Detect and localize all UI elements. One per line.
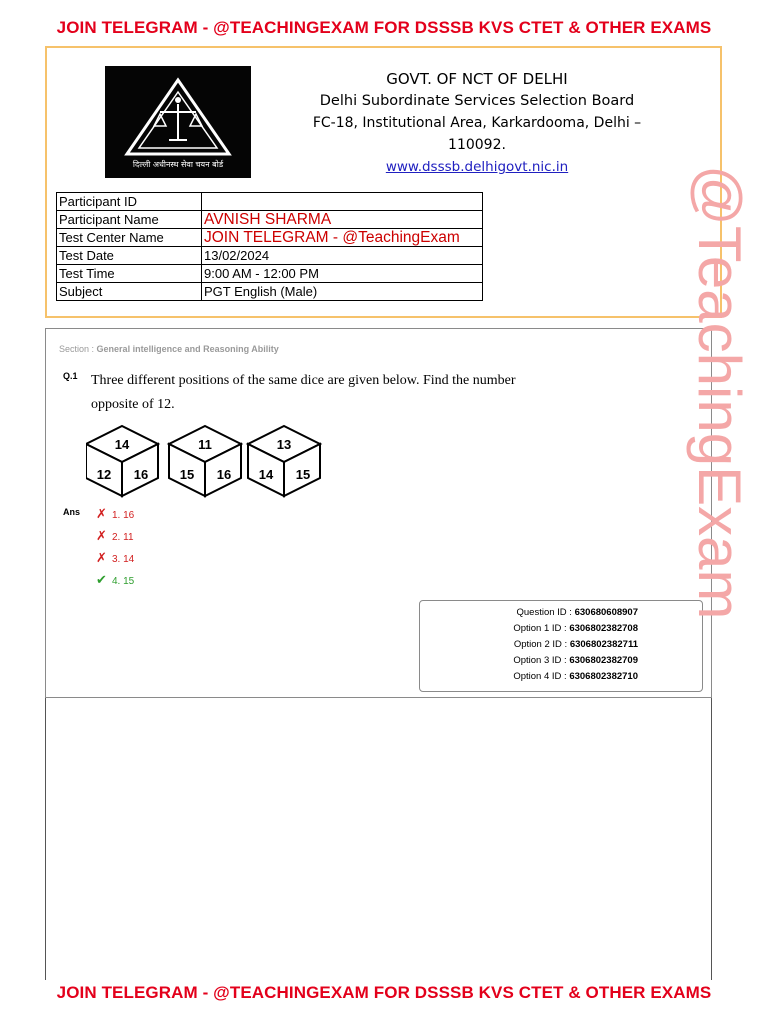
- info-row: [57, 211, 483, 229]
- cross-icon: ✗: [96, 550, 107, 565]
- org-website-link[interactable]: www.dsssb.delhigovt.nic.in: [385, 159, 569, 175]
- info-key: Test Time: [57, 265, 202, 283]
- dice-1-left: 12: [96, 467, 112, 482]
- watermark-text: @TeachingExam: [686, 165, 753, 620]
- dice-1: [86, 426, 158, 496]
- dice-2: [169, 426, 241, 496]
- org-line-address: FC-18, Institutional Area, Karkardooma, Delhi – 110092.: [312, 115, 642, 153]
- watermark: [686, 165, 754, 765]
- id-row: [513, 671, 638, 682]
- id-key: Option 2 ID :: [513, 639, 568, 650]
- id-row: [514, 639, 638, 650]
- id-key: Option 3 ID :: [513, 655, 567, 666]
- option-2: [96, 528, 134, 544]
- dice-3-right: 15: [295, 467, 311, 482]
- info-key: Subject: [57, 283, 202, 301]
- info-key: Participant ID: [57, 193, 202, 211]
- dice-figure: [86, 424, 336, 499]
- info-value: 9:00 AM - 12:00 PM: [202, 265, 483, 283]
- page-frame-left: [45, 698, 46, 980]
- option-4-label: 4. 15: [112, 576, 135, 587]
- organization-block: [297, 68, 657, 178]
- id-value: 6306802382709: [569, 655, 638, 666]
- dice-2-left: 15: [179, 467, 195, 482]
- participant-info-table: [56, 192, 483, 301]
- org-line-govt: GOVT. OF NCT OF DELHI: [386, 70, 568, 88]
- question-id-box: [419, 600, 703, 692]
- question-text: Three different positions of the same dice are given below. Find the number opposite of 12.: [91, 373, 516, 412]
- dice-3: [248, 426, 320, 496]
- option-4: [96, 572, 134, 588]
- id-key: Option 4 ID :: [513, 671, 567, 682]
- id-key: Question ID :: [516, 607, 572, 618]
- id-value: 6306802382711: [569, 639, 638, 650]
- logo-caption: दिल्ली अधीनस्थ सेवा चयन बोर्ड: [132, 160, 224, 169]
- dice-3-left: 14: [258, 467, 274, 482]
- info-row: [57, 283, 483, 301]
- telegram-banner-bottom: JOIN TELEGRAM - @TEACHINGEXAM FOR DSSSB KVS CTET & OTHER EXAMS: [56, 983, 712, 1002]
- info-row: [57, 229, 483, 247]
- info-value: AVNISH SHARMA: [202, 211, 483, 229]
- answer-label: Ans: [63, 507, 81, 517]
- option-2-label: 2. 11: [112, 532, 134, 543]
- dice-2-right: 16: [216, 467, 232, 482]
- info-row: [57, 247, 483, 265]
- telegram-banner-top: JOIN TELEGRAM - @TEACHINGEXAM FOR DSSSB KVS CTET & OTHER EXAMS: [56, 18, 712, 37]
- cross-icon: ✗: [96, 528, 107, 543]
- section-header: [59, 344, 279, 354]
- org-line-board: Delhi Subordinate Services Selection Board: [319, 93, 635, 109]
- id-value: 6306802382708: [569, 623, 638, 634]
- check-icon: ✔: [96, 572, 107, 587]
- header-box: [45, 46, 722, 318]
- option-1: [96, 506, 134, 522]
- cross-icon: ✗: [96, 506, 107, 521]
- info-row: [57, 265, 483, 283]
- option-3: [96, 550, 134, 566]
- question-number: Q.1: [63, 371, 78, 381]
- id-row: [513, 655, 638, 666]
- section-name: General intelligence and Reasoning Ability: [96, 344, 279, 354]
- dice-1-right: 16: [133, 467, 149, 482]
- info-row: [57, 193, 483, 211]
- info-key: Test Date: [57, 247, 202, 265]
- option-1-label: 1. 16: [112, 510, 135, 521]
- dice-1-top: 14: [114, 437, 130, 452]
- dice-3-top: 13: [276, 437, 292, 452]
- question-panel: [45, 328, 712, 698]
- info-key: Participant Name: [57, 211, 202, 229]
- dice-2-top: 11: [198, 437, 212, 452]
- id-key: Option 1 ID :: [513, 623, 567, 634]
- id-value: 630680608907: [574, 607, 638, 618]
- info-value: 13/02/2024: [202, 247, 483, 265]
- id-value: 6306802382710: [569, 671, 638, 682]
- info-value: JOIN TELEGRAM - @TeachingExam: [202, 229, 483, 247]
- section-label: Section :: [59, 344, 95, 354]
- id-row: [517, 607, 639, 618]
- option-3-label: 3. 14: [112, 554, 135, 565]
- dsssb-logo: [105, 66, 251, 178]
- id-row: [513, 623, 638, 634]
- info-key: Test Center Name: [57, 229, 202, 247]
- info-value: PGT English (Male): [202, 283, 483, 301]
- info-value: [202, 193, 483, 211]
